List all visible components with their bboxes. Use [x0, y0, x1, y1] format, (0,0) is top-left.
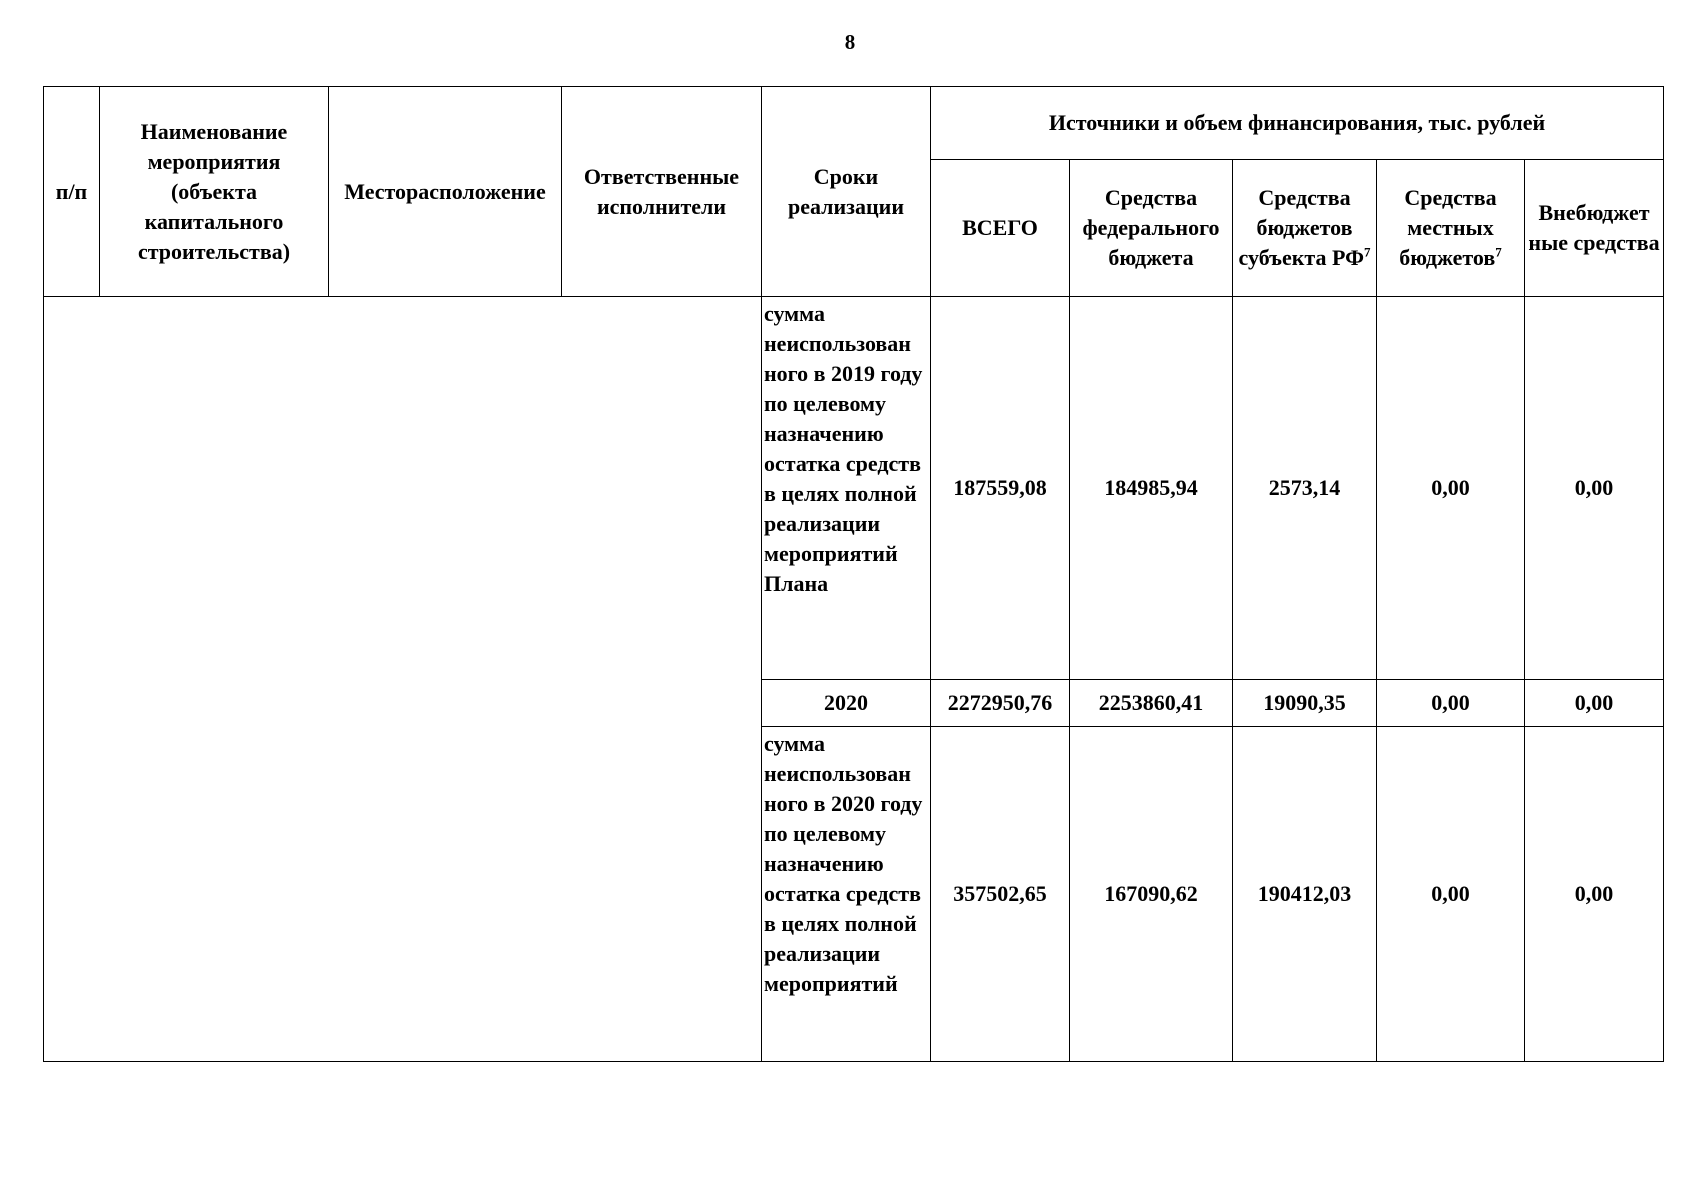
local-cell: 0,00: [1377, 297, 1525, 680]
federal-cell: 2253860,41: [1070, 680, 1233, 727]
federal-cell: 167090,62: [1070, 727, 1233, 1062]
total-cell: 2272950,76: [931, 680, 1070, 727]
total-cell: 187559,08: [931, 297, 1070, 680]
regional-cell: 2573,14: [1233, 297, 1377, 680]
financing-table: [43, 86, 1664, 1062]
header-terms: Сроки реализации: [762, 87, 931, 297]
header-event-name: Наименование мероприятия (объекта капитального строительства): [100, 87, 329, 297]
footnote-mark-regional: 7: [1363, 244, 1371, 260]
regional-cell: 190412,03: [1233, 727, 1377, 1062]
local-cell: 0,00: [1377, 727, 1525, 1062]
term-cell: сумма неиспользован ного в 2019 году по целевому назначению остатка средств в целях полной реализации мероприятий Плана: [762, 297, 931, 680]
header-financing-group: Источники и объем финансирования, тыс. рублей: [931, 87, 1664, 160]
header-number: п/п: [44, 87, 100, 297]
total-cell: 357502,65: [931, 727, 1070, 1062]
extrabudgetary-cell: 0,00: [1525, 727, 1664, 1062]
header-row-top: [44, 87, 1664, 160]
header-total: ВСЕГО: [931, 160, 1070, 297]
regional-cell: 19090,35: [1233, 680, 1377, 727]
merged-empty-cell: [44, 297, 762, 1062]
federal-cell: 184985,94: [1070, 297, 1233, 680]
header-local: Средства местных бюджетов$^7$: [1377, 160, 1525, 297]
header-extrabudgetary: Внебюджет ные средства: [1525, 160, 1664, 297]
table-row: [44, 297, 1664, 680]
header-responsible: Ответственные исполнители: [562, 87, 762, 297]
header-regional: Средства бюджетов субъекта $РФ^7$: [1233, 160, 1377, 297]
term-cell: сумма неиспользован ного в 2020 году по целевому назначению остатка средств в целях полной реализации мероприятий: [762, 727, 931, 1062]
local-cell: 0,00: [1377, 680, 1525, 727]
term-cell: 2020: [762, 680, 931, 727]
page-number: 8: [844, 30, 856, 54]
footnote-mark-local: 7: [1495, 244, 1502, 260]
extrabudgetary-cell: 0,00: [1525, 680, 1664, 727]
header-federal: Средства федерального бюджета: [1070, 160, 1233, 297]
extrabudgetary-cell: 0,00: [1525, 297, 1664, 680]
header-location: Месторасположение: [329, 87, 562, 297]
